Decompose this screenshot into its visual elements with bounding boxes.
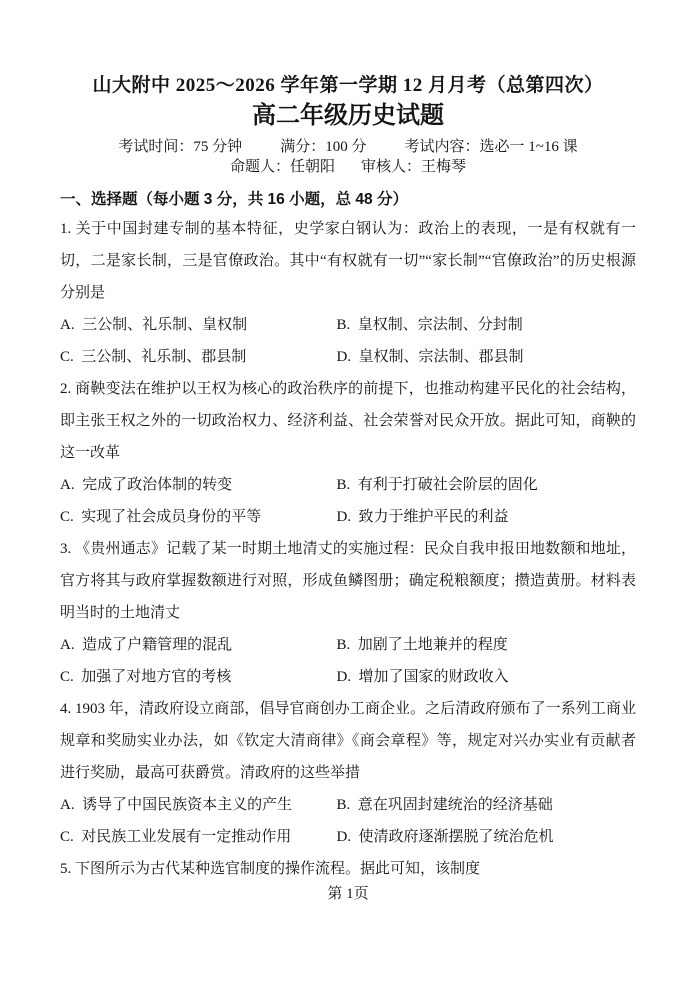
question-3-option-D: D. 增加了国家的财政收入 xyxy=(336,669,509,685)
question-1-option-D: D. 皇权制、宗法制、郡县制 xyxy=(336,349,524,365)
question-4-option-A: A. 诱导了中国民族资本主义的产生 xyxy=(60,797,293,813)
question-1-options xyxy=(60,309,636,373)
section-heading-multiple-choice: 一、选择题（每小题 3 分，共 16 小题，总 48 分） xyxy=(60,191,408,208)
questions-list xyxy=(60,213,636,885)
question-3 xyxy=(60,533,636,693)
exam-full-score: 满分：100 分 xyxy=(280,139,367,155)
exam-credits-line xyxy=(60,158,636,177)
question-2-option-D: D. 致力于维护平民的利益 xyxy=(336,509,509,525)
question-4-stem: 4. 1903 年，清政府设立商部，倡导官商创办工商企业。之后清政府颁布了一系列工商业规章和奖励实业办法，如《钦定大清商律》《商会章程》等，规定对兴办实业有贡献者进行奖励，最高可获爵赏。清政府的这些举措 xyxy=(60,701,636,781)
question-3-option-B: B. 加剧了土地兼并的程度 xyxy=(336,637,508,653)
question-1-option-B: B. 皇权制、宗法制、分封制 xyxy=(336,317,523,333)
question-3-option-C: C. 加强了对地方官的考核 xyxy=(60,669,232,685)
question-2 xyxy=(60,373,636,533)
exam-reviewer: 审核人：王梅琴 xyxy=(361,159,467,175)
question-4-option-B: B. 意在巩固封建统治的经济基础 xyxy=(336,797,553,813)
question-2-stem: 2. 商鞅变法在维护以王权为核心的政治秩序的前提下，也推动构建平民化的社会结构，即主张王权之外的一切政治权力、经济利益、社会荣誉对民众开放。据此可知，商鞅的这一改革 xyxy=(60,381,636,461)
question-2-option-A: A. 完成了政治体制的转变 xyxy=(60,477,233,493)
question-1-stem: 1. 关于中国封建专制的基本特征，史学家白钢认为：政治上的表现，一是有权就有一切，二是家长制，三是官僚政治。其中“有权就有一切”“家长制”“官僚政治”的历史根源分别是 xyxy=(60,221,636,301)
page-number: 第 1页 xyxy=(327,886,369,902)
exam-time: 考试时间：75 分钟 xyxy=(118,139,243,155)
question-4-options xyxy=(60,789,636,853)
exam-content-scope: 考试内容：选必一 1~16 课 xyxy=(404,139,578,155)
question-2-option-C: C. 实现了社会成员身份的平等 xyxy=(60,509,262,525)
exam-setter: 命题人：任朝阳 xyxy=(229,159,335,175)
exam-session-title: 山大附中 2025～2026 学年第一学期 12 月月考（总第四次） xyxy=(92,75,604,96)
question-5 xyxy=(60,853,636,885)
exam-info-line xyxy=(60,138,636,157)
question-4-option-D: D. 使清政府逐渐摆脱了统治危机 xyxy=(336,829,554,845)
question-1-option-C: C. 三公制、礼乐制、郡县制 xyxy=(60,349,247,365)
question-4-option-C: C. 对民族工业发展有一定推动作用 xyxy=(60,829,292,845)
question-1-option-A: A. 三公制、礼乐制、皇权制 xyxy=(60,317,248,333)
question-2-option-B: B. 有利于打破社会阶层的固化 xyxy=(336,477,538,493)
question-3-stem: 3. 《贵州通志》记载了某一时期土地清丈的实施过程：民众自我申报田地数额和地址，官方将其与政府掌握数额进行对照，形成鱼鳞图册；确定税粮额度；攒造黄册。材料表明当时的土地清丈 xyxy=(60,541,636,621)
page-title: 高二年级历史试题 xyxy=(252,102,444,129)
question-1 xyxy=(60,213,636,373)
question-3-option-A: A. 造成了户籍管理的混乱 xyxy=(60,637,233,653)
question-3-options xyxy=(60,629,636,693)
question-2-options xyxy=(60,469,636,533)
question-5-stem: 5. 下图所示为古代某种选官制度的操作流程。据此可知，该制度 xyxy=(60,861,481,877)
question-4 xyxy=(60,693,636,853)
